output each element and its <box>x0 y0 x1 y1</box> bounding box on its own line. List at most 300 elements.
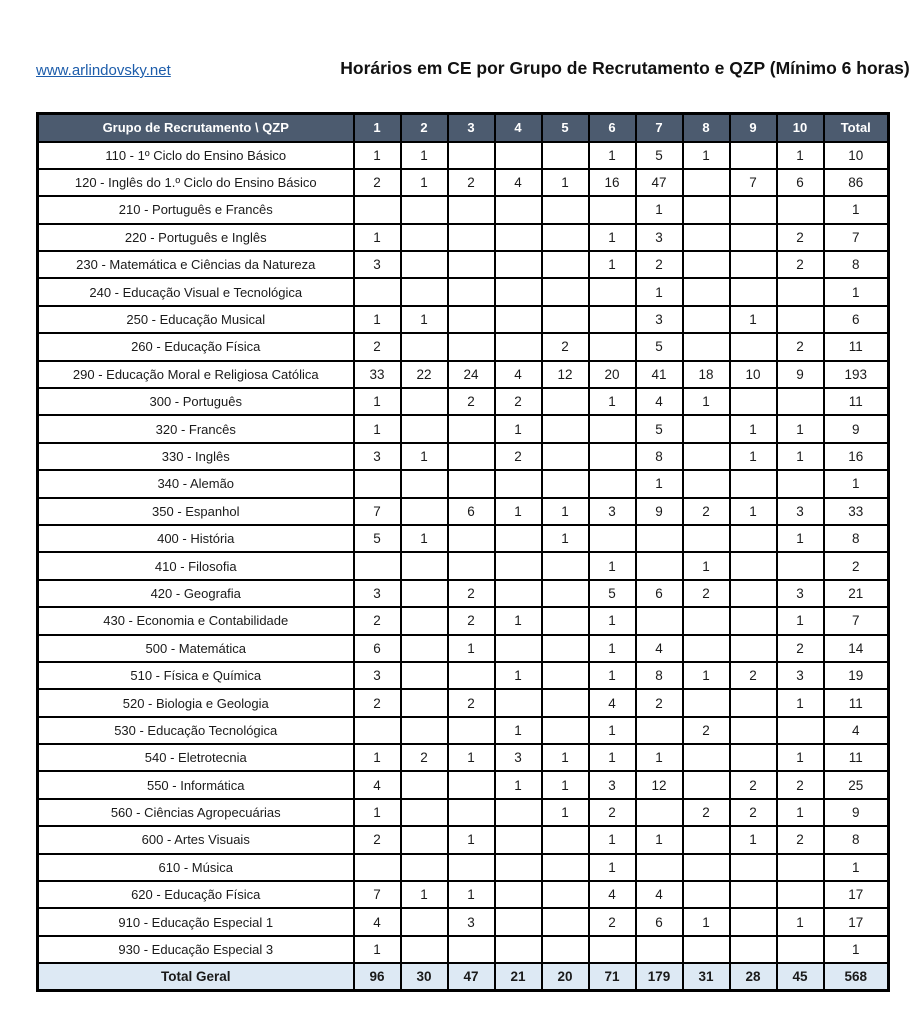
row-label-cell: 250 - Educação Musical <box>38 306 354 333</box>
value-cell: 4 <box>636 881 683 908</box>
value-cell <box>542 470 589 497</box>
value-cell <box>589 443 636 470</box>
value-cell <box>448 224 495 251</box>
value-cell: 2 <box>636 251 683 278</box>
value-cell: 2 <box>448 580 495 607</box>
table-row <box>38 799 889 826</box>
table-row <box>38 333 889 360</box>
value-cell <box>777 552 824 579</box>
row-label-cell: 500 - Matemática <box>38 635 354 662</box>
value-cell <box>589 525 636 552</box>
row-total-cell: 193 <box>824 361 889 388</box>
value-cell <box>495 635 542 662</box>
value-cell <box>730 251 777 278</box>
value-cell: 1 <box>730 415 777 442</box>
value-cell <box>354 196 401 223</box>
value-cell <box>730 936 777 963</box>
row-label-cell: 230 - Matemática e Ciências da Natureza <box>38 251 354 278</box>
value-cell: 1 <box>401 142 448 169</box>
row-total-cell: 11 <box>824 388 889 415</box>
value-cell <box>401 470 448 497</box>
footer-value-cell: 96 <box>354 963 401 990</box>
value-cell <box>401 278 448 305</box>
value-cell <box>589 470 636 497</box>
header-qzp-cell: 5 <box>542 114 589 142</box>
value-cell: 1 <box>401 525 448 552</box>
value-cell <box>683 635 730 662</box>
value-cell <box>495 525 542 552</box>
value-cell <box>636 525 683 552</box>
footer-value-cell: 30 <box>401 963 448 990</box>
value-cell <box>495 908 542 935</box>
table-row <box>38 306 889 333</box>
value-cell: 3 <box>777 662 824 689</box>
value-cell <box>448 278 495 305</box>
value-cell: 1 <box>589 662 636 689</box>
row-total-cell: 25 <box>824 771 889 798</box>
value-cell: 2 <box>354 607 401 634</box>
row-total-cell: 14 <box>824 635 889 662</box>
value-cell <box>495 224 542 251</box>
value-cell: 1 <box>401 881 448 908</box>
value-cell <box>683 826 730 853</box>
value-cell <box>730 744 777 771</box>
table-header <box>38 114 889 142</box>
value-cell: 2 <box>495 388 542 415</box>
header-label-cell: Grupo de Recrutamento \ QZP <box>38 114 354 142</box>
row-total-cell: 7 <box>824 224 889 251</box>
value-cell <box>730 908 777 935</box>
value-cell <box>401 580 448 607</box>
value-cell <box>777 854 824 881</box>
table-row <box>38 388 889 415</box>
value-cell: 3 <box>589 498 636 525</box>
value-cell: 1 <box>495 607 542 634</box>
value-cell: 1 <box>495 415 542 442</box>
value-cell: 1 <box>448 881 495 908</box>
site-link[interactable]: www.arlindovsky.net <box>36 62 171 79</box>
value-cell: 1 <box>636 196 683 223</box>
value-cell: 3 <box>777 580 824 607</box>
row-total-cell: 9 <box>824 799 889 826</box>
row-label-cell: 110 - 1º Ciclo do Ensino Básico <box>38 142 354 169</box>
table-row <box>38 361 889 388</box>
value-cell <box>495 142 542 169</box>
value-cell: 1 <box>354 388 401 415</box>
row-label-cell: 550 - Informática <box>38 771 354 798</box>
row-label-cell: 530 - Educação Tecnológica <box>38 717 354 744</box>
value-cell: 3 <box>495 744 542 771</box>
row-total-cell: 7 <box>824 607 889 634</box>
value-cell <box>777 936 824 963</box>
row-label-cell: 350 - Espanhol <box>38 498 354 525</box>
value-cell <box>542 415 589 442</box>
value-cell <box>542 224 589 251</box>
value-cell <box>730 635 777 662</box>
value-cell: 1 <box>636 278 683 305</box>
value-cell <box>683 415 730 442</box>
row-total-cell: 17 <box>824 881 889 908</box>
value-cell <box>542 635 589 662</box>
total-row <box>38 963 889 990</box>
value-cell: 1 <box>777 525 824 552</box>
value-cell: 6 <box>636 908 683 935</box>
row-label-cell: 620 - Educação Física <box>38 881 354 908</box>
header-qzp-cell: 3 <box>448 114 495 142</box>
value-cell <box>448 443 495 470</box>
table-footer <box>38 963 889 990</box>
value-cell <box>589 196 636 223</box>
value-cell <box>730 388 777 415</box>
header-qzp-cell: 6 <box>589 114 636 142</box>
value-cell: 4 <box>636 388 683 415</box>
value-cell: 1 <box>401 306 448 333</box>
value-cell: 1 <box>777 142 824 169</box>
value-cell <box>542 306 589 333</box>
header-qzp-cell: 9 <box>730 114 777 142</box>
value-cell <box>401 333 448 360</box>
value-cell <box>683 470 730 497</box>
footer-value-cell: 179 <box>636 963 683 990</box>
value-cell: 2 <box>683 498 730 525</box>
value-cell <box>401 662 448 689</box>
value-cell <box>448 854 495 881</box>
value-cell: 2 <box>683 799 730 826</box>
value-cell: 2 <box>730 799 777 826</box>
header-total-cell: Total <box>824 114 889 142</box>
value-cell <box>683 196 730 223</box>
value-cell: 1 <box>542 525 589 552</box>
row-total-cell: 1 <box>824 278 889 305</box>
row-total-cell: 16 <box>824 443 889 470</box>
value-cell <box>683 881 730 908</box>
row-total-cell: 10 <box>824 142 889 169</box>
value-cell <box>495 333 542 360</box>
footer-value-cell: 28 <box>730 963 777 990</box>
row-total-cell: 11 <box>824 689 889 716</box>
row-label-cell: 340 - Alemão <box>38 470 354 497</box>
row-total-cell: 17 <box>824 908 889 935</box>
value-cell <box>730 717 777 744</box>
value-cell <box>730 689 777 716</box>
value-cell: 1 <box>777 799 824 826</box>
value-cell <box>730 854 777 881</box>
value-cell: 3 <box>636 306 683 333</box>
value-cell: 12 <box>542 361 589 388</box>
value-cell <box>683 771 730 798</box>
value-cell <box>683 689 730 716</box>
value-cell <box>495 580 542 607</box>
value-cell: 1 <box>777 744 824 771</box>
value-cell: 2 <box>495 443 542 470</box>
value-cell: 1 <box>542 169 589 196</box>
value-cell <box>495 826 542 853</box>
table-row <box>38 169 889 196</box>
value-cell: 1 <box>589 717 636 744</box>
value-cell <box>636 552 683 579</box>
value-cell <box>683 278 730 305</box>
value-cell <box>401 826 448 853</box>
table-row <box>38 662 889 689</box>
footer-value-cell: 47 <box>448 963 495 990</box>
value-cell <box>448 717 495 744</box>
table-row <box>38 689 889 716</box>
value-cell: 1 <box>636 470 683 497</box>
value-cell: 4 <box>495 169 542 196</box>
header-qzp-cell: 7 <box>636 114 683 142</box>
value-cell <box>401 635 448 662</box>
value-cell: 33 <box>354 361 401 388</box>
value-cell <box>542 278 589 305</box>
table-row <box>38 278 889 305</box>
value-cell: 3 <box>354 251 401 278</box>
row-label-cell: 430 - Economia e Contabilidade <box>38 607 354 634</box>
value-cell: 5 <box>589 580 636 607</box>
table-row <box>38 607 889 634</box>
value-cell: 2 <box>354 333 401 360</box>
value-cell: 2 <box>354 169 401 196</box>
value-cell <box>495 251 542 278</box>
value-cell <box>542 881 589 908</box>
value-cell <box>495 689 542 716</box>
value-cell <box>730 881 777 908</box>
table-row <box>38 936 889 963</box>
value-cell: 3 <box>354 443 401 470</box>
table-row <box>38 580 889 607</box>
table-row <box>38 717 889 744</box>
value-cell <box>542 717 589 744</box>
row-label-cell: 290 - Educação Moral e Religiosa Católica <box>38 361 354 388</box>
value-cell: 1 <box>542 498 589 525</box>
table-row <box>38 854 889 881</box>
value-cell <box>401 388 448 415</box>
footer-total-cell: 568 <box>824 963 889 990</box>
value-cell <box>354 552 401 579</box>
value-cell <box>542 908 589 935</box>
value-cell <box>448 196 495 223</box>
value-cell <box>448 415 495 442</box>
row-label-cell: 600 - Artes Visuais <box>38 826 354 853</box>
value-cell: 3 <box>354 662 401 689</box>
value-cell <box>542 196 589 223</box>
value-cell <box>542 251 589 278</box>
value-cell <box>777 196 824 223</box>
value-cell: 2 <box>448 689 495 716</box>
value-cell <box>683 333 730 360</box>
value-cell: 2 <box>354 826 401 853</box>
value-cell <box>730 196 777 223</box>
value-cell: 2 <box>730 771 777 798</box>
value-cell <box>683 607 730 634</box>
value-cell <box>730 580 777 607</box>
value-cell: 18 <box>683 361 730 388</box>
value-cell <box>354 470 401 497</box>
value-cell: 3 <box>589 771 636 798</box>
table-row <box>38 196 889 223</box>
value-cell: 7 <box>730 169 777 196</box>
value-cell: 5 <box>636 415 683 442</box>
value-cell: 2 <box>448 388 495 415</box>
value-cell <box>636 936 683 963</box>
value-cell <box>636 607 683 634</box>
value-cell <box>683 251 730 278</box>
value-cell: 1 <box>354 142 401 169</box>
value-cell <box>401 771 448 798</box>
value-cell: 2 <box>683 717 730 744</box>
value-cell: 20 <box>589 361 636 388</box>
value-cell <box>495 799 542 826</box>
table-row <box>38 881 889 908</box>
row-label-cell: 260 - Educação Física <box>38 333 354 360</box>
row-label-cell: 540 - Eletrotecnia <box>38 744 354 771</box>
table-row <box>38 224 889 251</box>
value-cell: 2 <box>777 635 824 662</box>
value-cell <box>730 278 777 305</box>
value-cell <box>589 306 636 333</box>
header-qzp-cell: 4 <box>495 114 542 142</box>
value-cell: 4 <box>495 361 542 388</box>
value-cell <box>730 607 777 634</box>
value-cell: 16 <box>589 169 636 196</box>
value-cell <box>683 306 730 333</box>
header-qzp-cell: 10 <box>777 114 824 142</box>
value-cell <box>542 443 589 470</box>
value-cell: 2 <box>636 689 683 716</box>
value-cell: 1 <box>777 443 824 470</box>
header-qzp-cell: 2 <box>401 114 448 142</box>
value-cell <box>683 443 730 470</box>
value-cell: 1 <box>777 607 824 634</box>
value-cell: 1 <box>589 635 636 662</box>
value-cell: 1 <box>589 744 636 771</box>
value-cell <box>495 278 542 305</box>
value-cell: 1 <box>730 498 777 525</box>
value-cell <box>636 717 683 744</box>
row-total-cell: 11 <box>824 333 889 360</box>
value-cell: 2 <box>777 333 824 360</box>
value-cell <box>495 854 542 881</box>
table-body <box>38 142 889 964</box>
value-cell <box>730 224 777 251</box>
value-cell <box>730 470 777 497</box>
value-cell <box>354 717 401 744</box>
value-cell: 1 <box>448 635 495 662</box>
value-cell: 6 <box>354 635 401 662</box>
table-row <box>38 826 889 853</box>
value-cell: 5 <box>636 333 683 360</box>
row-total-cell: 1 <box>824 854 889 881</box>
value-cell: 1 <box>683 142 730 169</box>
value-cell <box>777 388 824 415</box>
value-cell <box>683 224 730 251</box>
value-cell: 1 <box>495 662 542 689</box>
value-cell <box>730 525 777 552</box>
value-cell: 1 <box>589 224 636 251</box>
value-cell <box>495 196 542 223</box>
footer-label-cell: Total Geral <box>38 963 354 990</box>
row-label-cell: 930 - Educação Especial 3 <box>38 936 354 963</box>
value-cell: 9 <box>636 498 683 525</box>
value-cell <box>448 552 495 579</box>
table-row <box>38 251 889 278</box>
table-row <box>38 470 889 497</box>
value-cell: 1 <box>777 689 824 716</box>
value-cell <box>448 333 495 360</box>
value-cell <box>683 525 730 552</box>
value-cell <box>542 607 589 634</box>
row-total-cell: 9 <box>824 415 889 442</box>
value-cell: 1 <box>589 826 636 853</box>
value-cell: 4 <box>589 689 636 716</box>
value-cell: 1 <box>589 552 636 579</box>
value-cell <box>401 936 448 963</box>
value-cell: 22 <box>401 361 448 388</box>
value-cell <box>448 936 495 963</box>
value-cell <box>777 470 824 497</box>
row-label-cell: 300 - Português <box>38 388 354 415</box>
value-cell <box>730 142 777 169</box>
value-cell: 2 <box>401 744 448 771</box>
value-cell: 7 <box>354 498 401 525</box>
value-cell: 12 <box>636 771 683 798</box>
value-cell: 41 <box>636 361 683 388</box>
value-cell: 1 <box>401 443 448 470</box>
value-cell: 1 <box>354 744 401 771</box>
value-cell <box>777 278 824 305</box>
value-cell: 2 <box>777 224 824 251</box>
value-cell <box>448 771 495 798</box>
row-total-cell: 11 <box>824 744 889 771</box>
table-row <box>38 908 889 935</box>
value-cell: 3 <box>354 580 401 607</box>
value-cell: 1 <box>354 224 401 251</box>
value-cell: 1 <box>589 142 636 169</box>
value-cell <box>401 799 448 826</box>
value-cell: 2 <box>542 333 589 360</box>
value-cell: 1 <box>636 826 683 853</box>
value-cell: 1 <box>730 306 777 333</box>
value-cell: 3 <box>636 224 683 251</box>
value-cell: 1 <box>542 744 589 771</box>
value-cell <box>495 881 542 908</box>
row-label-cell: 400 - História <box>38 525 354 552</box>
row-label-cell: 560 - Ciências Agropecuárias <box>38 799 354 826</box>
value-cell <box>777 717 824 744</box>
value-cell <box>401 854 448 881</box>
value-cell <box>589 333 636 360</box>
row-label-cell: 240 - Educação Visual e Tecnológica <box>38 278 354 305</box>
value-cell: 4 <box>354 908 401 935</box>
value-cell: 8 <box>636 662 683 689</box>
footer-value-cell: 45 <box>777 963 824 990</box>
row-label-cell: 910 - Educação Especial 1 <box>38 908 354 935</box>
table-row <box>38 443 889 470</box>
value-cell: 2 <box>448 169 495 196</box>
row-total-cell: 8 <box>824 525 889 552</box>
value-cell <box>542 580 589 607</box>
value-cell <box>401 415 448 442</box>
value-cell: 4 <box>636 635 683 662</box>
row-label-cell: 210 - Português e Francês <box>38 196 354 223</box>
value-cell: 1 <box>495 498 542 525</box>
value-cell: 1 <box>401 169 448 196</box>
value-cell: 1 <box>777 415 824 442</box>
value-cell <box>589 936 636 963</box>
value-cell: 2 <box>777 251 824 278</box>
value-cell: 1 <box>589 607 636 634</box>
value-cell <box>589 278 636 305</box>
value-cell: 47 <box>636 169 683 196</box>
